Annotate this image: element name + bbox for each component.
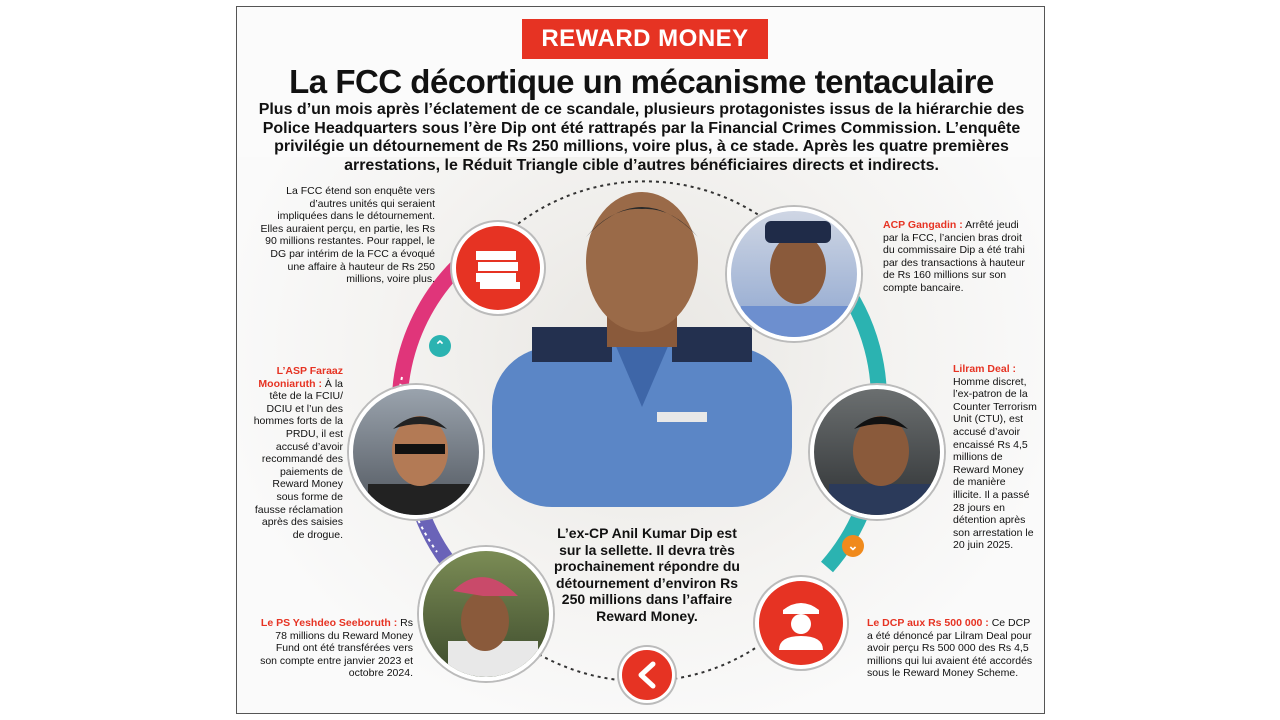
dcp-desc: Ce DCP a été dénoncé par Lilram Deal pour avoir perçu Rs 500 000 des Rs 4,5 millions qui lui avaient été accordés sous le Reward Money Scheme. — [867, 617, 1033, 680]
section-tag: REWARD MONEY — [522, 19, 768, 59]
seeboruth-name: Le PS Yeshdeo Seeboruth : — [260, 617, 398, 629]
fcc-text: La FCC étend son enquête vers d’autres unités qui seraient impliquées dans le détournement. Elles auraient perçu, en partie, les Rs 90 millions restantes. Pour rappel, le DG par intérim de la FCC a évoqué une affaire à hauteur de Rs 250 millions, voire plus. — [260, 185, 435, 286]
dcp-text — [867, 617, 1035, 680]
seeboruth-text — [259, 617, 413, 680]
police-officer-icon — [775, 596, 827, 650]
gangadin-text — [883, 219, 1033, 295]
gangadin-name: ACP Gangadin : — [883, 219, 963, 231]
faraaz-photo — [349, 385, 483, 519]
money-stack-icon — [472, 245, 524, 291]
seeboruth-desc: Rs 78 millions du Reward Money Fund ont été transférées vers son compte entre janvier 2023 et octobre 2024. — [260, 617, 413, 680]
deal-text — [953, 363, 1037, 552]
center-text: L’ex-CP Anil Kumar Dip est sur la sellette. Il devra très prochainement répondre du détournement d’environ Rs 250 millions dans l’affaire Reward Money. — [554, 525, 740, 624]
arrow-up-icon: ⌃ — [429, 335, 451, 357]
deal-photo — [810, 385, 944, 519]
headline: La FCC décortique un mécanisme tentaculaire — [289, 63, 994, 100]
gangadin-photo — [727, 207, 861, 341]
gangadin-desc: Arrêté jeudi par la FCC, l’ancien bras droit du commissaire Dip a été trahi par des transactions à hauteur de Rs 160 millions sur son compte bancaire. — [883, 219, 1025, 294]
seeboruth-photo — [419, 547, 553, 681]
faraaz-desc: À la tête de la FCIU/ DCIU et l’un des hommes forts de la PRDU, il est accusé d’avoir recommandé des paiements de Reward Money sous forme de fausse réclamation après des saisies de drogue. — [253, 377, 343, 541]
deal-desc: Homme discret, l’ex-patron de la Counter Terrorism Unit (CTU), est accusé d’avoir encaissé Rs 4,5 millions de Reward Money de manière illicite. Il a passé 28 jours en détention après son arrestation le 20 juin 2025. — [953, 375, 1037, 552]
deal-name: Lilram Deal : — [953, 363, 1017, 375]
faraaz-text — [251, 365, 343, 541]
chevron-left-icon — [635, 661, 659, 689]
officer-icon-circle — [755, 577, 847, 669]
infographic-frame — [236, 6, 1045, 714]
chevron-left-button[interactable] — [619, 647, 675, 703]
arrow-down-icon: ⌄ — [842, 535, 864, 557]
lead-paragraph: Plus d’un mois après l’éclatement de ce scandale, plusieurs protagonistes issus de la hiérarchie des Police Headquarters sous l’ère Dip ont été rattrapés par la Financial Crimes Commission. L’enquête privilégie un détournement de Rs 250 millions, voire plus, à ce stade. Après les quatre premières arrestations, le Réduit Triangle cible d’autres bénéficiaires directs et indirects. — [258, 101, 1025, 174]
faraaz-name: L’ASP Faraaz Mooniaruth : — [258, 365, 343, 390]
money-icon-circle — [452, 222, 544, 314]
dcp-name: Le DCP aux Rs 500 000 : — [867, 617, 989, 629]
